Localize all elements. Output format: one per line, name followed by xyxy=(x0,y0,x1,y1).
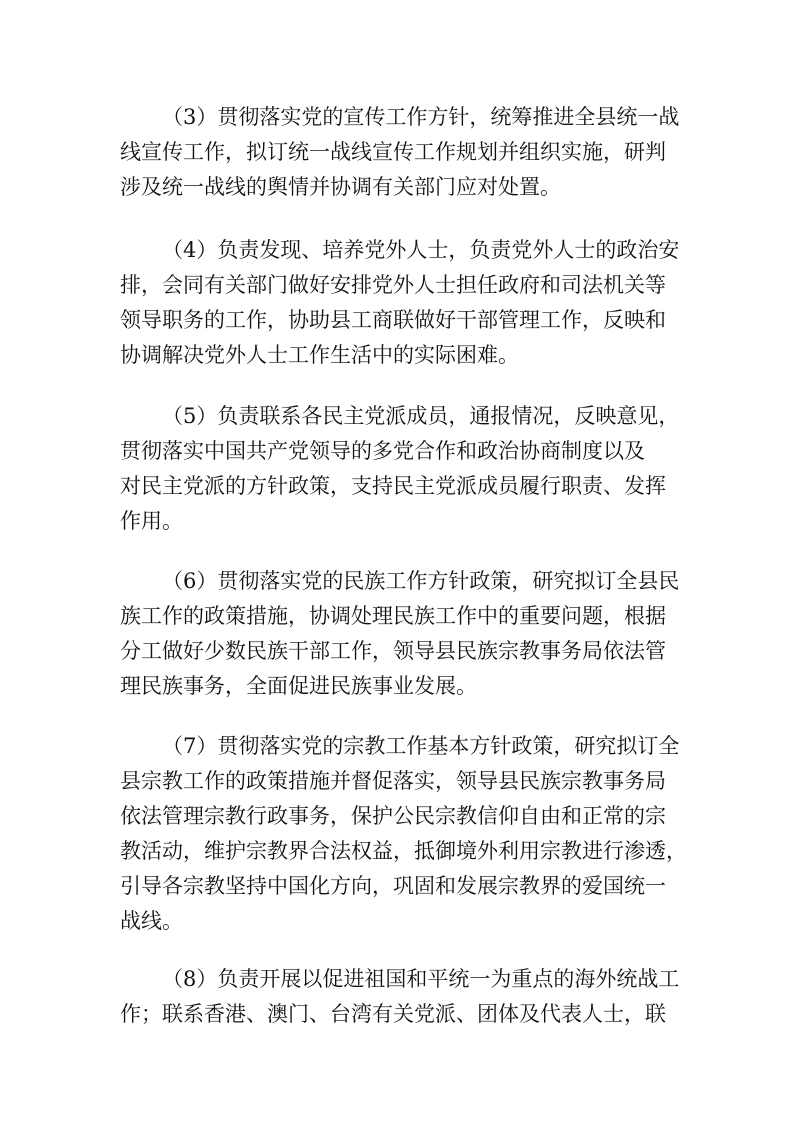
paragraph-4 xyxy=(120,233,680,373)
paragraph-line: 县宗教工作的政策措施并督促落实，领导县民族宗教事务局 xyxy=(120,769,666,793)
paragraph-line: 领导职务的工作，协助县工商联做好干部管理工作，反映和 xyxy=(120,308,666,332)
paragraph-5 xyxy=(120,399,680,539)
paragraph-line: 对民主党派的方针政策，支持民主党派成员履行职责、发挥 xyxy=(120,474,666,498)
paragraph-line: （7）贯彻落实党的宗教工作基本方针政策，研究拟订全 xyxy=(162,734,680,758)
paragraph-line: 作；联系香港、澳门、台湾有关党派、团体及代表人士，联 xyxy=(120,1002,666,1026)
paragraph-line: 族工作的政策措施，协调处理民族工作中的重要问题，根据 xyxy=(120,604,666,628)
paragraph-line: 线宣传工作，拟订统一战线宣传工作规划并组织实施，研判 xyxy=(120,140,666,164)
paragraph-line: 排，会同有关部门做好安排党外人士担任政府和司法机关等 xyxy=(120,273,666,297)
paragraph-line: 教活动，维护宗教界合法权益，抵御境外利用宗教进行渗透， xyxy=(120,839,687,863)
paragraph-line: （6）贯彻落实党的民族工作方针政策，研究拟订全县民 xyxy=(162,569,680,593)
paragraph-line: 依法管理宗教行政事务，保护公民宗教信仰自由和正常的宗 xyxy=(120,804,666,828)
paragraph-line: 涉及统一战线的舆情并协调有关部门应对处置。 xyxy=(120,175,561,199)
paragraph-line: （8）负责开展以促进祖国和平统一为重点的海外统战工 xyxy=(162,967,680,991)
paragraph-line: （5）负责联系各民主党派成员，通报情况，反映意见， xyxy=(162,404,680,428)
paragraph-line: 协调解决党外人士工作生活中的实际困难。 xyxy=(120,343,519,367)
paragraph-line: 引导各宗教坚持中国化方向，巩固和发展宗教界的爱国统一 xyxy=(120,874,666,898)
paragraph-line: 贯彻落实中国共产党领导的多党合作和政治协商制度以及 xyxy=(120,439,645,463)
paragraph-line: 作用。 xyxy=(120,509,183,533)
paragraph-line: 分工做好少数民族干部工作，领导县民族宗教事务局依法管 xyxy=(120,639,666,663)
paragraph-3 xyxy=(120,100,680,205)
paragraph-line: （4）负责发现、培养党外人士，负责党外人士的政治安 xyxy=(162,238,680,262)
paragraph-line: 理民族事务，全面促进民族事业发展。 xyxy=(120,674,477,698)
paragraph-6 xyxy=(120,564,680,704)
paragraph-8 xyxy=(120,962,680,1032)
paragraph-7 xyxy=(120,729,687,939)
paragraph-line: （3）贯彻落实党的宣传工作方针，统筹推进全县统一战 xyxy=(162,105,680,129)
paragraph-line: 战线。 xyxy=(120,909,183,933)
